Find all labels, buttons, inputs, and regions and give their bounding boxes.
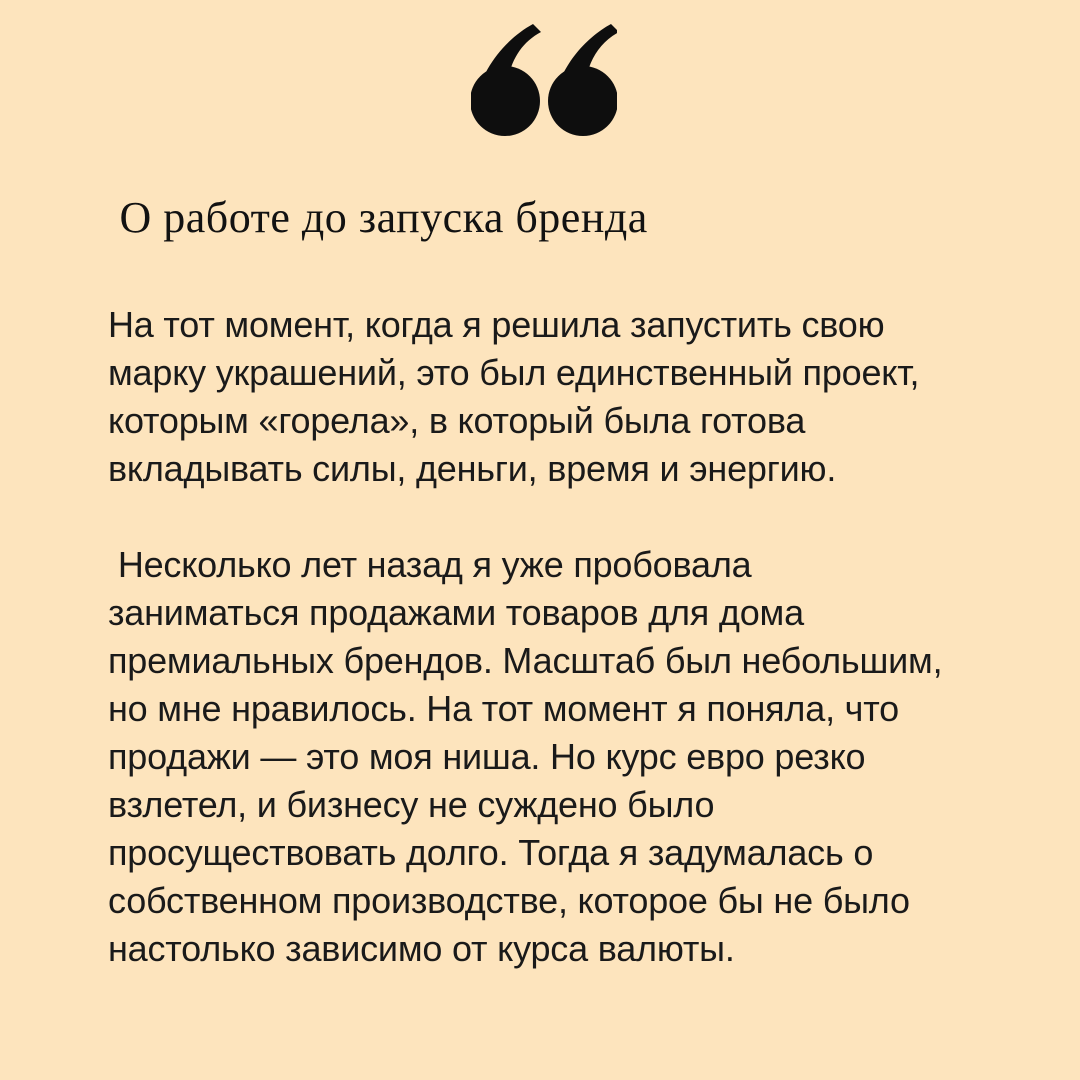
text-line: но мне нравилось. На тот момент я поняла, что xyxy=(108,688,899,729)
quote-icon xyxy=(108,24,980,136)
text-line: премиальных брендов. Масштаб был небольшим, xyxy=(108,640,943,681)
text-line: заниматься продажами товаров для дома xyxy=(108,592,804,633)
text-line: которым «горела», в который была готова xyxy=(108,400,806,441)
page-title: О работе до запуска бренда xyxy=(108,193,648,242)
text-line: настолько зависимо от курса валюты. xyxy=(108,928,735,969)
text-line: собственном производстве, которое бы не было xyxy=(108,880,910,921)
text-line: Несколько лет назад я уже пробовала xyxy=(108,544,752,585)
text-line: просуществовать долго. Тогда я задумалась о xyxy=(108,832,874,873)
paragraph-2 xyxy=(108,541,980,973)
text-line: вкладывать силы, деньги, время и энергию. xyxy=(108,448,837,489)
paragraph-1 xyxy=(108,301,980,493)
text-line: марку украшений, это был единственный проект, xyxy=(108,352,920,393)
text-line: продажи — это моя ниша. Но курс евро резко xyxy=(108,736,866,777)
text-line: На тот момент, когда я решила запустить свою xyxy=(108,304,885,345)
text-line: взлетел, и бизнесу не суждено было xyxy=(108,784,715,825)
